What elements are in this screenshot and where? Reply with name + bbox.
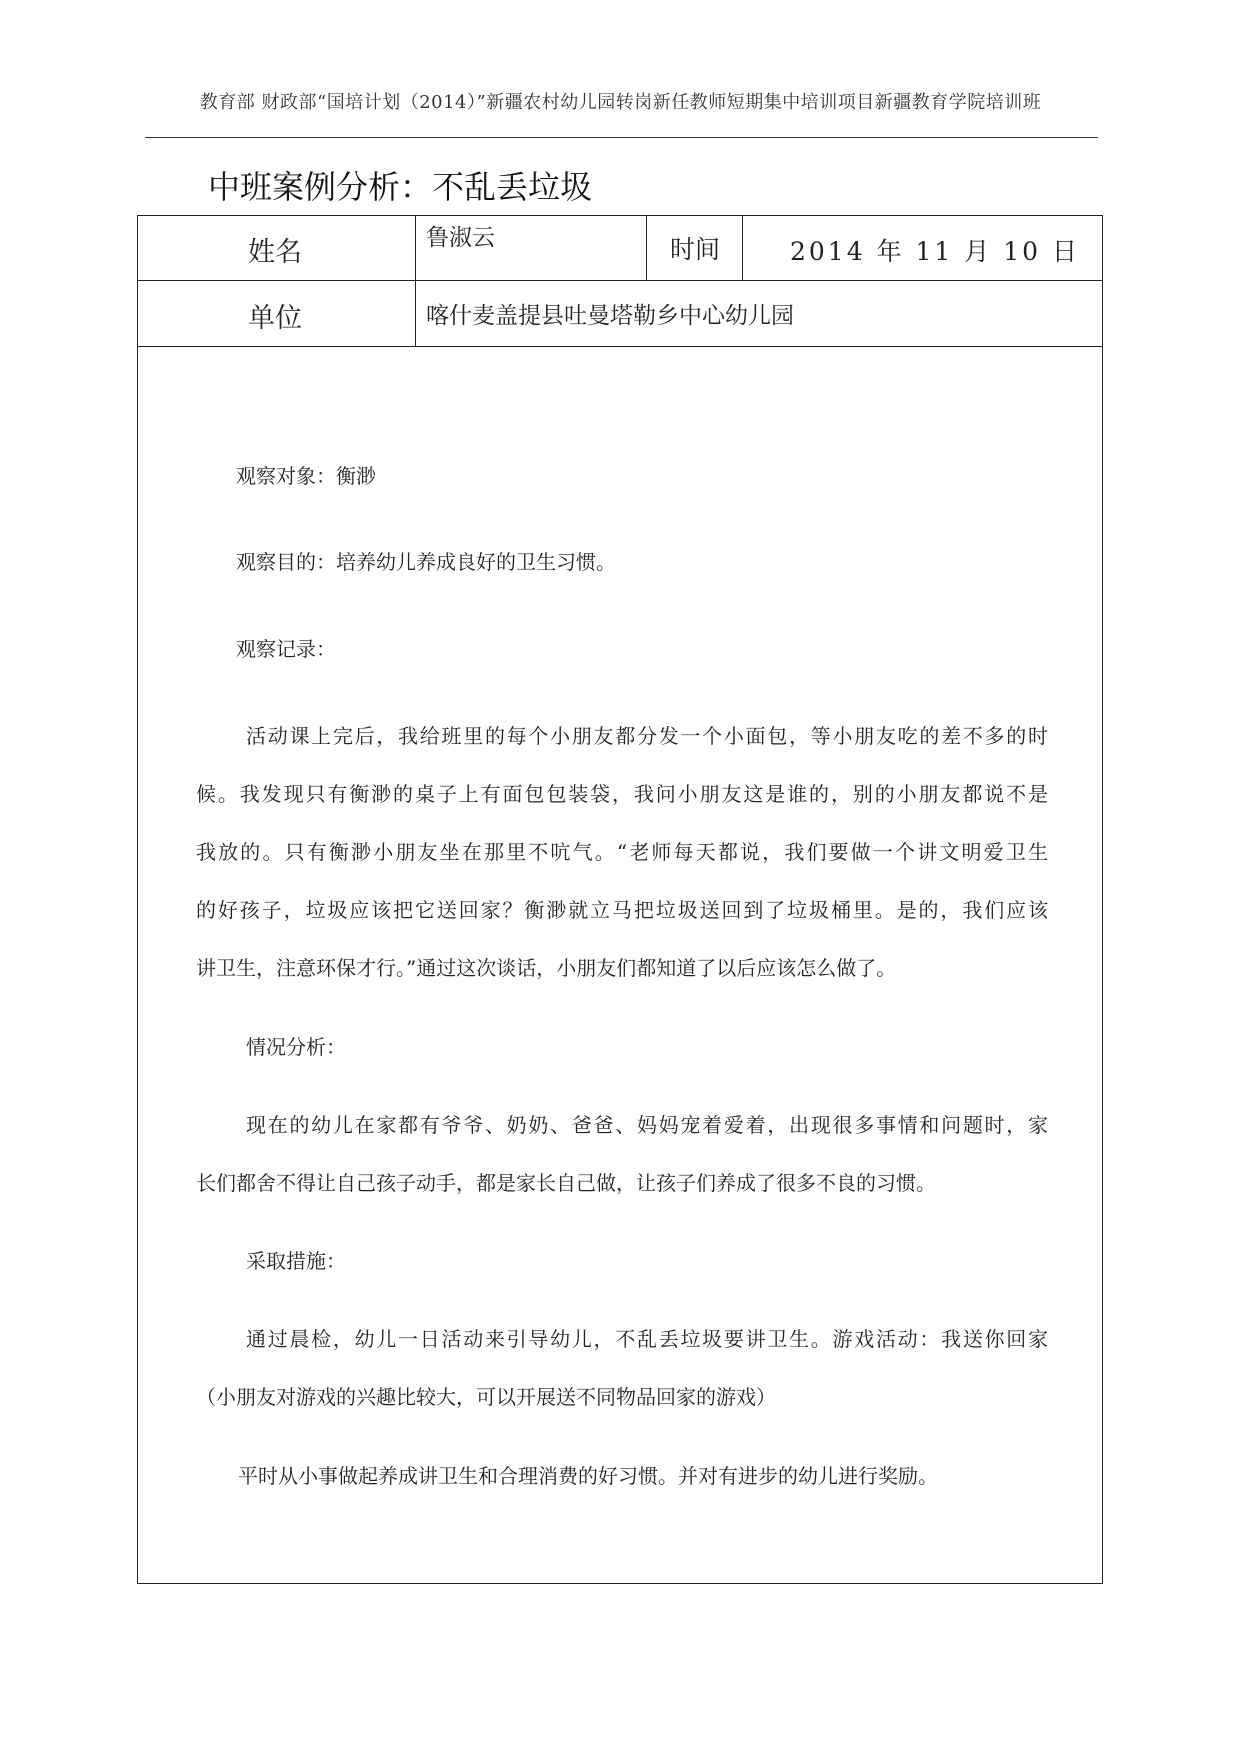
record-line: 我放的。只有衡渺小朋友坐在那里不吭气。“老师每天都说，我们要做一个讲文明爱卫生 [196, 840, 1048, 864]
record-line: 讲卫生，注意环保才行。”通过这次谈话，小朋友们都知道了以后应该怎么做了。 [196, 956, 897, 980]
analysis-line: 长们都舍不得让自己孩子动手，都是家长自己做，让孩子们养成了很多不良的习惯。 [196, 1171, 936, 1195]
unit-label: 单位 [248, 303, 302, 334]
document-header: 教育部 财政部“国培计划（2014）”新疆农村幼儿园转岗新任教师短期集中培训项目新疆教育学院培训班 [199, 92, 1042, 113]
analysis-heading: 情况分析： [246, 1035, 346, 1059]
closing-line: 平时从小事做起养成讲卫生和合理消费的好习惯。并对有进步的幼儿进行奖励。 [238, 1464, 938, 1488]
form-col-divider-2 [646, 216, 647, 280]
form-row-divider-2 [138, 346, 1102, 347]
unit-value: 喀什麦盖提县吐曼塔勒乡中心幼儿园 [426, 303, 794, 329]
name-value: 鲁淑云 [426, 225, 495, 251]
record-line: 活动课上完后，我给班里的每个小朋友都分发一个小面包，等小朋友吃的差不多的时 [246, 724, 1048, 748]
observe-purpose: 观察目的：培养幼儿养成良好的卫生习惯。 [236, 550, 616, 574]
record-line: 的好孩子，垃圾应该把它送回家？衡渺就立马把垃圾送回到了垃圾桶里。是的，我们应该 [196, 898, 1048, 922]
form-row-divider-1 [138, 280, 1102, 281]
time-value: 2014 年 11 月 10 日 [790, 237, 1080, 266]
record-line: 候。我发现只有衡渺的桌子上有面包包装袋，我问小朋友这是谁的，别的小朋友都说不是 [196, 782, 1048, 806]
header-divider [145, 137, 1098, 138]
page-title: 中班案例分析：不乱丢垃圾 [208, 168, 593, 206]
analysis-line: 现在的幼儿在家都有爷爷、奶奶、爸爸、妈妈宠着爱着，出现很多事情和问题时，家 [246, 1113, 1048, 1137]
name-label: 姓名 [248, 237, 302, 268]
observe-target: 观察对象：衡渺 [236, 464, 376, 488]
record-heading: 观察记录： [236, 637, 336, 661]
measures-heading: 采取措施： [246, 1249, 346, 1273]
measures-line: 通过晨检，幼儿一日活动来引导幼儿，不乱丢垃圾要讲卫生。游戏活动：我送你回家 [246, 1327, 1048, 1351]
time-label: 时间 [670, 235, 721, 264]
measures-line: （小朋友对游戏的兴趣比较大，可以开展送不同物品回家的游戏） [196, 1385, 776, 1409]
form-col-divider-1 [415, 216, 416, 346]
case-form [137, 215, 1103, 1584]
form-col-divider-3 [742, 216, 743, 280]
